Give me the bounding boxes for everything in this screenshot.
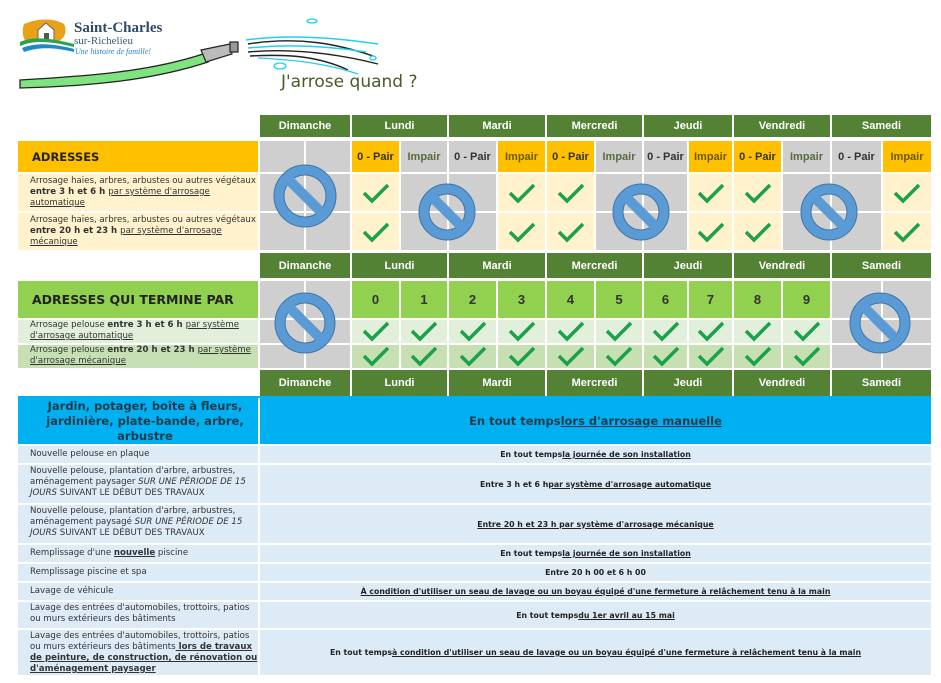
logo-name: Saint-Charles <box>74 20 163 36</box>
address-digit-header <box>734 281 781 318</box>
rule-label-text: Nouvelle pelouse, plantation d'arbre, arbustres, aménagement paysagé <box>30 506 236 527</box>
checkmark-icon <box>604 345 634 367</box>
day-header-label: Mercredi <box>571 259 618 272</box>
address-digit-header <box>783 281 830 318</box>
checkmark-icon <box>743 182 773 204</box>
parity-label: 0 - Pair <box>647 150 684 163</box>
day-header-label: Samedi <box>861 259 902 272</box>
rule-label <box>18 583 258 600</box>
address-digit: 0 <box>371 292 380 307</box>
address-digit-header <box>401 281 447 318</box>
rule-label-bold: entre 3 h et 6 h <box>107 320 186 330</box>
day-header-label: Samedi <box>861 377 902 389</box>
address-digit-header <box>498 281 545 318</box>
address-digit-header <box>547 281 594 318</box>
address-digit: 5 <box>615 292 623 307</box>
no-watering-icon <box>611 182 671 242</box>
rule-value-link: À condition d'utiliser un seau de lavage ou un boyau équipé d'une fermeture à relâchement tenu à la main <box>360 587 831 596</box>
parity-header-impair <box>883 141 931 172</box>
rule-value-link: lors d'arrosage manuelle <box>560 414 722 428</box>
checkmark-icon <box>696 182 726 204</box>
rule-value-text: Entre 3 h et 6 h <box>479 479 549 489</box>
day-header-vendredi <box>734 253 830 278</box>
day-header-label: Mercredi <box>571 120 618 132</box>
rule-label <box>18 174 258 211</box>
parity-header-pair <box>832 141 881 172</box>
day-header-label: Mardi <box>482 120 512 132</box>
parity-label: 0 - Pair <box>552 150 589 163</box>
logo-tagline: Une histoire de famille! <box>75 47 151 56</box>
checkmark-icon <box>696 320 726 342</box>
checkmark-icon <box>792 320 822 342</box>
rule-label-bold: entre 3 h et 6 h <box>30 187 109 197</box>
checkmark-icon <box>556 345 586 367</box>
day-header-mercredi <box>547 370 642 396</box>
parity-header-pair <box>644 141 687 172</box>
day-header-label: Dimanche <box>278 377 332 389</box>
rule-label <box>18 320 258 343</box>
parity-header-impair <box>596 141 642 172</box>
parity-header-pair <box>449 141 496 172</box>
day-header-mardi <box>449 253 545 278</box>
checkmark-icon <box>556 221 586 243</box>
address-digit-header <box>352 281 399 318</box>
rule-value-text: Entre 20 h 00 et 6 h 00 <box>545 568 646 577</box>
parity-label: 0 - Pair <box>838 150 875 163</box>
rule-value-text: En tout temps <box>469 414 561 428</box>
parity-header-impair <box>401 141 447 172</box>
day-header-label: Vendredi <box>758 259 806 272</box>
checkmark-icon <box>556 320 586 342</box>
section-title <box>18 141 258 172</box>
checkmark-icon <box>892 221 922 243</box>
rule-value <box>260 564 931 581</box>
rule-value-text: En tout temps <box>500 450 563 459</box>
day-header-label: Lundi <box>384 120 415 132</box>
address-digit: 1 <box>420 292 428 307</box>
day-header-lundi <box>352 253 447 278</box>
day-header-label: Jeudi <box>673 259 703 272</box>
day-header-label: Mardi <box>482 259 512 272</box>
day-header-mardi <box>449 115 545 137</box>
rule-label-link: par système d'arrosage mécanique <box>30 345 251 366</box>
day-header-label: Lundi <box>384 377 415 389</box>
address-digit: 6 <box>661 292 670 307</box>
address-digit-header <box>449 281 496 318</box>
rule-value <box>260 583 931 600</box>
checkmark-icon <box>361 345 391 367</box>
rule-label-italic: SUR UNE PÉRIODE DE 15 JOURS <box>30 517 243 538</box>
rule-value-text: En tout temps <box>500 549 563 558</box>
day-header-jeudi <box>644 253 732 278</box>
checkmark-icon <box>604 320 634 342</box>
address-digit: 4 <box>566 292 575 307</box>
rule-label-text: Nouvelle pelouse, plantation d'arbre, arbustres, aménagement paysager <box>30 466 236 487</box>
checkmark-icon <box>743 345 773 367</box>
day-header-lundi <box>352 115 447 137</box>
rule-label-text: piscine <box>155 548 189 558</box>
checkmark-icon <box>696 221 726 243</box>
day-header-vendredi <box>734 115 830 137</box>
parity-label: 0 - Pair <box>357 150 394 163</box>
rule-label-text: Nouvelle pelouse en plaque <box>30 449 150 459</box>
checkmark-icon <box>507 320 537 342</box>
rule-value-link: la journée de son installation <box>562 549 691 558</box>
rule-label-link: par système d'arrosage mécanique <box>30 226 222 247</box>
checkmark-icon <box>507 182 537 204</box>
parity-label: 0 - Pair <box>739 150 776 163</box>
parity-header-impair <box>498 141 545 172</box>
parity-label: Impair <box>602 150 636 163</box>
day-header-samedi <box>832 115 931 137</box>
rule-label-link: par système d'arrosage automatique <box>30 320 239 341</box>
rule-label-bold: entre 20 h et 23 h <box>30 226 121 236</box>
rule-label-text: SUIVANT LE DÉBUT DES TRAVAUX <box>57 528 205 538</box>
rule-label-emphasis: nouvelle <box>113 548 156 558</box>
rule-label <box>18 213 258 250</box>
rule-value-text: En tout temps <box>329 648 392 657</box>
day-header-dimanche <box>260 253 350 278</box>
rule-value <box>260 545 931 562</box>
rule-label-text: Remplissage piscine et spa <box>30 567 147 577</box>
parity-label: Impair <box>789 150 823 163</box>
day-header-mardi <box>449 370 545 396</box>
rule-label <box>18 505 258 543</box>
no-watering-icon <box>273 291 337 355</box>
parity-header-impair <box>783 141 830 172</box>
rule-label <box>18 564 258 581</box>
day-header-label: Jeudi <box>673 377 703 389</box>
checkmark-icon <box>556 182 586 204</box>
rule-value <box>260 630 931 675</box>
day-header-label: Dimanche <box>278 259 332 272</box>
no-watering-icon <box>799 182 859 242</box>
parity-label: Impair <box>504 150 538 163</box>
checkmark-icon <box>458 345 488 367</box>
parity-header-pair <box>734 141 781 172</box>
checkmark-icon <box>458 320 488 342</box>
day-header-label: Samedi <box>861 120 902 132</box>
parity-label: Impair <box>693 150 727 163</box>
rule-label <box>18 345 258 368</box>
rule-value-link: à condition d'utiliser un seau de lavage ou un boyau équipé d'une fermeture à relâchement tenu à la main <box>392 648 862 657</box>
rule-label <box>18 602 258 628</box>
section-title <box>18 398 258 444</box>
checkmark-icon <box>507 221 537 243</box>
checkmark-icon <box>361 221 391 243</box>
logo-subtitle: sur-Richelieu <box>74 35 134 47</box>
rule-value-link: du 1er avril au 15 mai <box>578 610 675 620</box>
rule-label-text: Arrosage pelouse <box>30 320 108 330</box>
parity-header-impair <box>689 141 732 172</box>
address-digit: 8 <box>753 292 762 307</box>
checkmark-icon <box>651 345 681 367</box>
rule-label <box>18 465 258 503</box>
day-header-label: Mardi <box>482 377 512 389</box>
checkmark-icon <box>361 320 391 342</box>
day-header-label: Vendredi <box>758 120 806 132</box>
parity-header-pair <box>352 141 399 172</box>
address-digit: 3 <box>517 292 526 307</box>
day-header-lundi <box>352 370 447 396</box>
page-title: J'arrose quand ? <box>281 72 418 92</box>
rule-value-link: la journée de son installation <box>562 450 691 459</box>
rule-label-text: Arrosage haies, arbres, arbustes ou autres végétaux <box>30 215 256 225</box>
rule-label <box>18 630 258 675</box>
day-header-label: Lundi <box>384 259 415 272</box>
checkmark-icon <box>696 345 726 367</box>
address-digit-header <box>596 281 642 318</box>
rule-label-text: Remplissage d'une <box>30 548 114 558</box>
rule-label-text: SUIVANT LE DÉBUT DES TRAVAUX <box>57 488 205 498</box>
rule-label-bold: entre 20 h et 23 h <box>107 345 198 355</box>
parity-label: 0 - Pair <box>454 150 491 163</box>
day-header-label: Vendredi <box>758 377 806 389</box>
day-header-samedi <box>832 370 931 396</box>
rule-label <box>18 545 258 562</box>
rule-label-text: Lavage des entrées d'automobiles, trottoirs, patios ou murs extérieurs des bâtiments <box>30 631 250 652</box>
checkmark-icon <box>792 345 822 367</box>
rule-value <box>260 398 931 444</box>
day-header-mercredi <box>547 253 642 278</box>
day-header-dimanche <box>260 370 350 396</box>
day-header-dimanche <box>260 115 350 137</box>
day-header-label: Dimanche <box>278 120 332 132</box>
checkmark-icon <box>743 221 773 243</box>
checkmark-icon <box>743 320 773 342</box>
checkmark-icon <box>361 182 391 204</box>
rule-label-text: Arrosage haies, arbres, arbustes ou autres végétaux <box>30 176 256 186</box>
no-watering-icon <box>272 163 338 229</box>
rule-label-italic: SUR UNE PÉRIODE DE 15 JOURS <box>30 477 246 498</box>
day-header-samedi <box>832 253 931 278</box>
address-digit: 7 <box>706 292 715 307</box>
rule-value <box>260 602 931 628</box>
parity-label: Impair <box>407 150 441 163</box>
checkmark-icon <box>409 345 439 367</box>
address-digit-header <box>644 281 687 318</box>
address-digit-header <box>689 281 732 318</box>
rule-label <box>18 446 258 463</box>
rule-label-link: par système d'arrosage automatique <box>30 187 210 208</box>
rule-value-link: Entre 20 h et 23 h par système d'arrosage mécanique <box>477 519 714 529</box>
rule-label-text: Lavage de véhicule <box>30 586 114 596</box>
address-digit: 9 <box>802 292 811 307</box>
checkmark-icon <box>651 320 681 342</box>
rule-value-text: En tout temps <box>516 610 579 620</box>
day-header-vendredi <box>734 370 830 396</box>
checkmark-icon <box>409 320 439 342</box>
rule-value-link: par système d'arrosage automatique <box>548 479 712 489</box>
section-title-text: ADRESSES <box>32 149 100 164</box>
no-watering-icon <box>417 182 477 242</box>
no-watering-icon <box>848 291 912 355</box>
address-digit: 2 <box>468 292 477 307</box>
rule-label-text: Arrosage pelouse <box>30 345 108 355</box>
day-header-jeudi <box>644 370 732 396</box>
parity-header-pair <box>547 141 594 172</box>
checkmark-icon <box>892 182 922 204</box>
rule-value <box>260 446 931 463</box>
section-title-text: ADRESSES QUI TERMINE PAR <box>32 292 234 307</box>
rule-label-text: Lavage des entrées d'automobiles, trottoirs, patios ou murs extérieurs des bâtiments <box>30 603 250 624</box>
rule-label-emphasis: lors de travaux de peinture, de construction, de rénovation ou d'aménagement paysager <box>30 642 258 674</box>
section-title <box>18 281 258 318</box>
rule-value <box>260 465 931 503</box>
day-header-mercredi <box>547 115 642 137</box>
day-header-jeudi <box>644 115 732 137</box>
day-header-label: Mercredi <box>571 377 618 389</box>
section-title-text: Jardin, potager, boîte à fleurs, jardinière, plate-bande, arbre, arbustre <box>46 398 244 443</box>
checkmark-icon <box>507 345 537 367</box>
rule-value <box>260 505 931 543</box>
parity-label: Impair <box>890 150 924 163</box>
day-header-label: Jeudi <box>673 120 703 132</box>
